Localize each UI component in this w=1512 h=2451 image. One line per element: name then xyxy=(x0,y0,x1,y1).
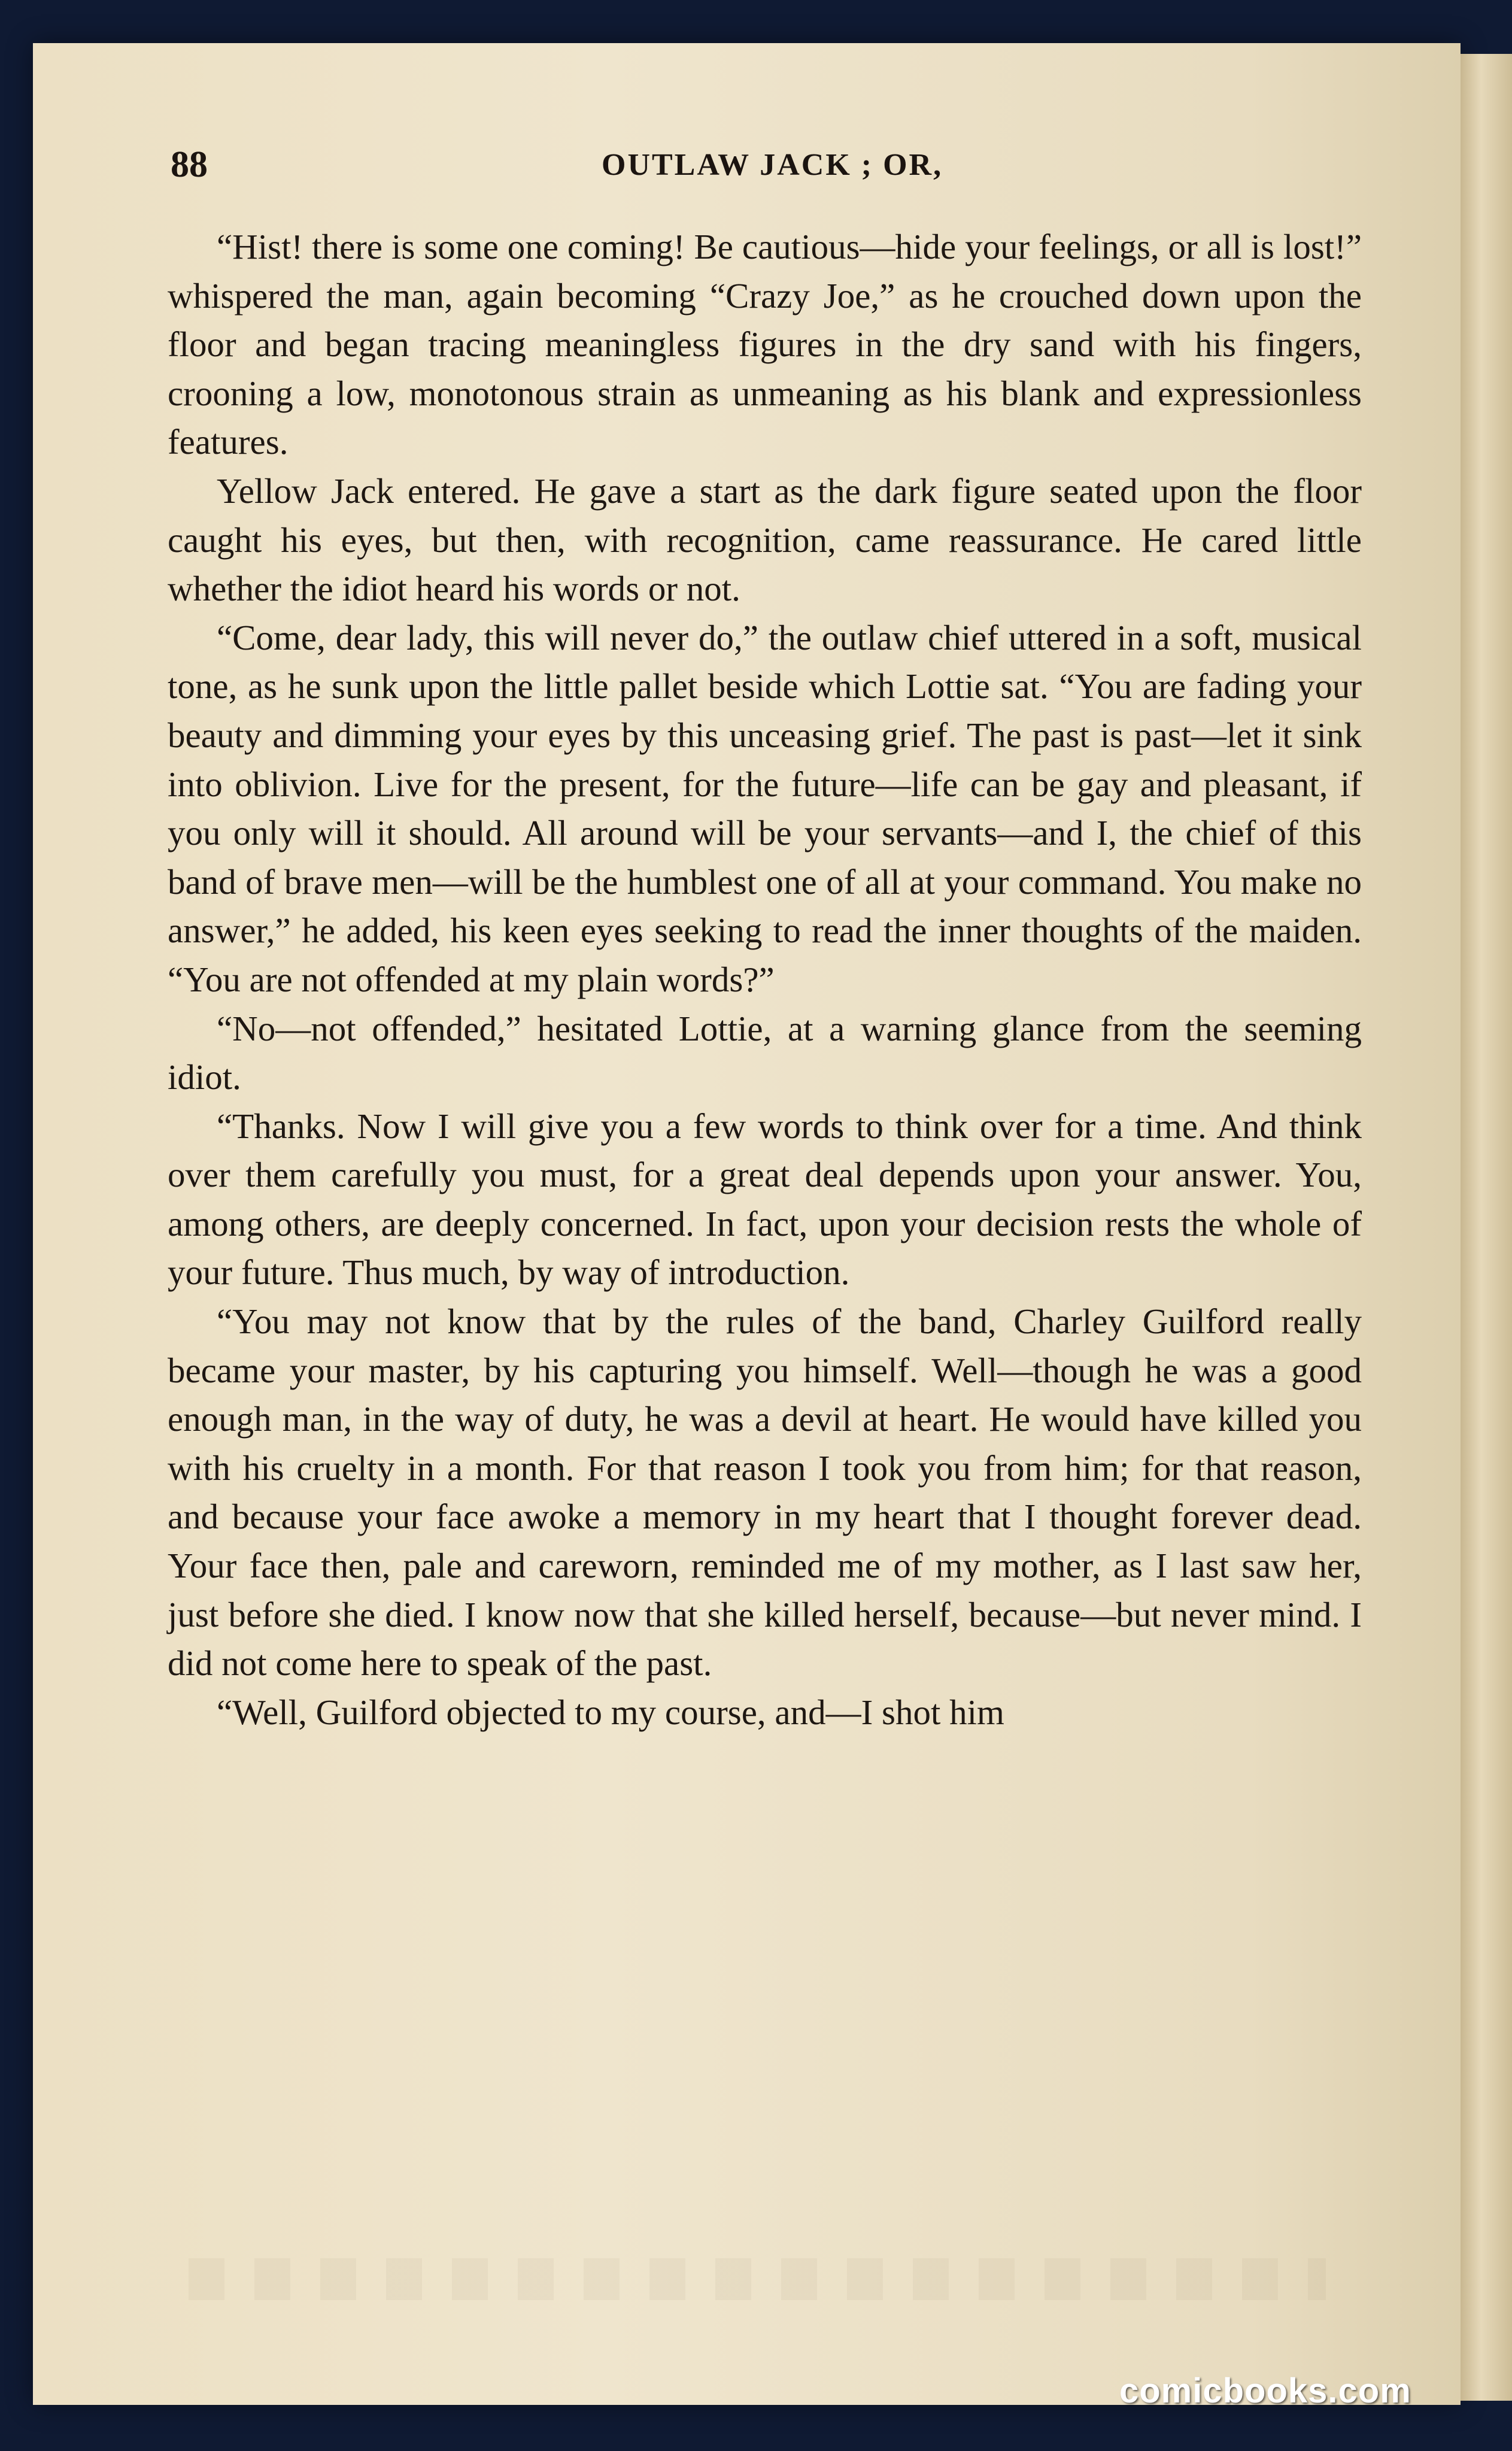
body-text xyxy=(168,223,1362,1737)
bleed-through-text xyxy=(189,2258,1326,2300)
paragraph: “You may not know that by the rules of the band, Charley Guilford really became your master, by his capturing you himself. Well—though he was a good enough man, in the way of duty, he was a devil at heart. He would have killed you with his cruelty in a month. For that reason I took you from him; for that reason, and because your face awoke a memory in my heart that I thought forever dead. Your face then, pale and careworn, reminded me of my mother, as I last saw her, just before she died. I know now that she killed herself, because—but never mind. I did not come here to speak of the past. xyxy=(168,1302,1362,1683)
book-page xyxy=(33,43,1461,2405)
paragraph: “Thanks. Now I will give you a few words to think over for a time. And think over them carefully you must, for a great deal depends upon your answer. You, among others, are deeply concerned. In fact, upon your decision rests the whole of your future. Thus much, by way of introduction. xyxy=(168,1106,1362,1293)
page-header xyxy=(171,144,1308,192)
paragraph: “Well, Guilford objected to my course, and—I shot him xyxy=(217,1692,1004,1732)
running-head: OUTLAW JACK ; OR, xyxy=(602,148,943,182)
watermark: comicbooks.com xyxy=(1119,2371,1411,2410)
page-number: 88 xyxy=(171,144,208,185)
paragraph: “Hist! there is some one coming! Be cautious—hide your feelings, or all is lost!” whispered the man, again becoming “Crazy Joe,” as he crouched down upon the floor and began tracing meaningless figures in the dry sand with his fingers, crooning a low, monotonous strain as unmeaning as his blank and expressionless features. xyxy=(168,227,1362,462)
paragraph: “Come, dear lady, this will never do,” the outlaw chief uttered in a soft, musical tone, as he sunk upon the little pallet beside which Lottie sat. “You are fading your beauty and dimming your eyes by this unceasing grief. The past is past—let it sink into oblivion. Live for the present, for the future—life can be gay and pleasant, if you only will it should. All around will be your servants—and I, the chief of this band of brave men—will be the humblest one of all at your command. You make no answer,” he added, his keen eyes seeking to read the inner thoughts of the maiden. “You are not offended at my plain words?” xyxy=(168,617,1362,999)
paragraph: Yellow Jack entered. He gave a start as the dark figure seated upon the floor caught his eyes, but then, with recognition, came reassurance. He cared little whether the idiot heard his words or not. xyxy=(168,471,1362,609)
paragraph: “No—not offended,” hesitated Lottie, at a warning glance from the seeming idiot. xyxy=(168,1008,1362,1097)
adjacent-page-edge xyxy=(1461,54,1512,2401)
